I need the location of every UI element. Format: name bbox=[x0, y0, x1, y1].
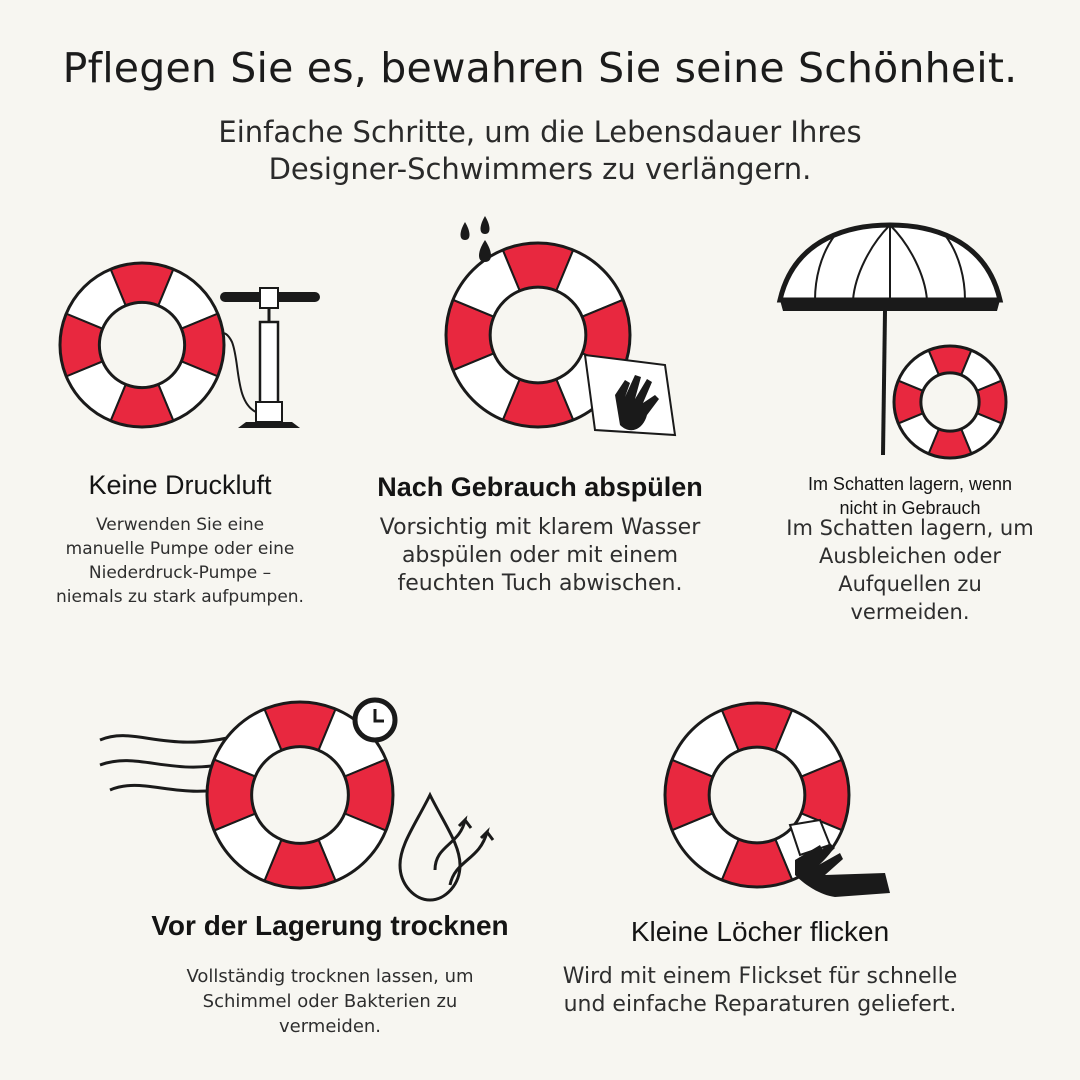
tip-line: vermeiden. bbox=[850, 600, 970, 624]
tip-heading-line: nicht in Gebrauch bbox=[839, 498, 981, 518]
tip-line: niemals zu stark aufpumpen. bbox=[56, 587, 304, 607]
tip-description bbox=[510, 963, 1010, 1019]
tip-description bbox=[20, 513, 340, 609]
tip-line: manuelle Pumpe oder eine bbox=[65, 539, 295, 559]
tip-line: und einfache Reparaturen geliefert. bbox=[563, 992, 957, 1017]
tip-line: vermeiden. bbox=[278, 1016, 382, 1037]
tip-line: Vorsichtig mit klarem Wasser bbox=[379, 515, 701, 540]
hand-pump-icon bbox=[210, 282, 330, 482]
water-drops-icon bbox=[455, 210, 515, 270]
clock-icon bbox=[350, 695, 400, 745]
tip-line: Aufquellen zu bbox=[838, 572, 982, 596]
tip-line: Niederdruck-Pumpe – bbox=[88, 563, 272, 583]
tip-heading: Vor der Lagerung trocknen bbox=[151, 910, 509, 941]
lifebuoy-inner-edge bbox=[252, 747, 349, 844]
tip-description bbox=[340, 514, 740, 598]
tip-line: Ausbleichen oder bbox=[818, 544, 1002, 568]
subtitle-line: Einfache Schritte, um die Lebensdauer Ihres bbox=[218, 115, 862, 149]
page-title: Pflegen Sie es, bewahren Sie seine Schönheit. bbox=[62, 44, 1018, 92]
tip-line: Schimmel oder Bakterien zu bbox=[202, 991, 458, 1012]
tip-heading: Keine Druckluft bbox=[88, 470, 272, 500]
lifebuoy-inner-edge bbox=[99, 302, 184, 387]
hand-with-cloth-icon bbox=[555, 335, 685, 445]
subtitle-line: Designer-Schwimmers zu verlängern. bbox=[268, 152, 812, 186]
lifebuoy-icon bbox=[890, 342, 1010, 462]
tip-line: abspülen oder mit einem bbox=[401, 543, 679, 568]
tip-heading bbox=[760, 472, 1060, 520]
tip-heading: Nach Gebrauch abspülen bbox=[377, 472, 703, 502]
tip-line: Im Schatten lagern, um bbox=[786, 516, 1034, 540]
tip-description bbox=[140, 964, 520, 1039]
tip-line: Verwenden Sie eine bbox=[95, 515, 265, 535]
lifebuoy-inner-edge bbox=[921, 373, 979, 431]
hand-with-patch-icon bbox=[785, 815, 895, 905]
tip-line: Wird mit einem Flickset für schnelle bbox=[562, 964, 958, 989]
tip-heading: Kleine Löcher flicken bbox=[630, 916, 890, 947]
tip-heading-line: Im Schatten lagern, wenn bbox=[807, 474, 1013, 494]
tip-line: feuchten Tuch abwischen. bbox=[397, 571, 683, 596]
page-subtitle bbox=[140, 114, 940, 188]
evaporation-drop-icon bbox=[395, 790, 505, 910]
tip-line: Vollständig trocknen lassen, um bbox=[186, 966, 474, 987]
lifebuoy-icon bbox=[56, 259, 228, 431]
tip-description bbox=[760, 514, 1060, 626]
